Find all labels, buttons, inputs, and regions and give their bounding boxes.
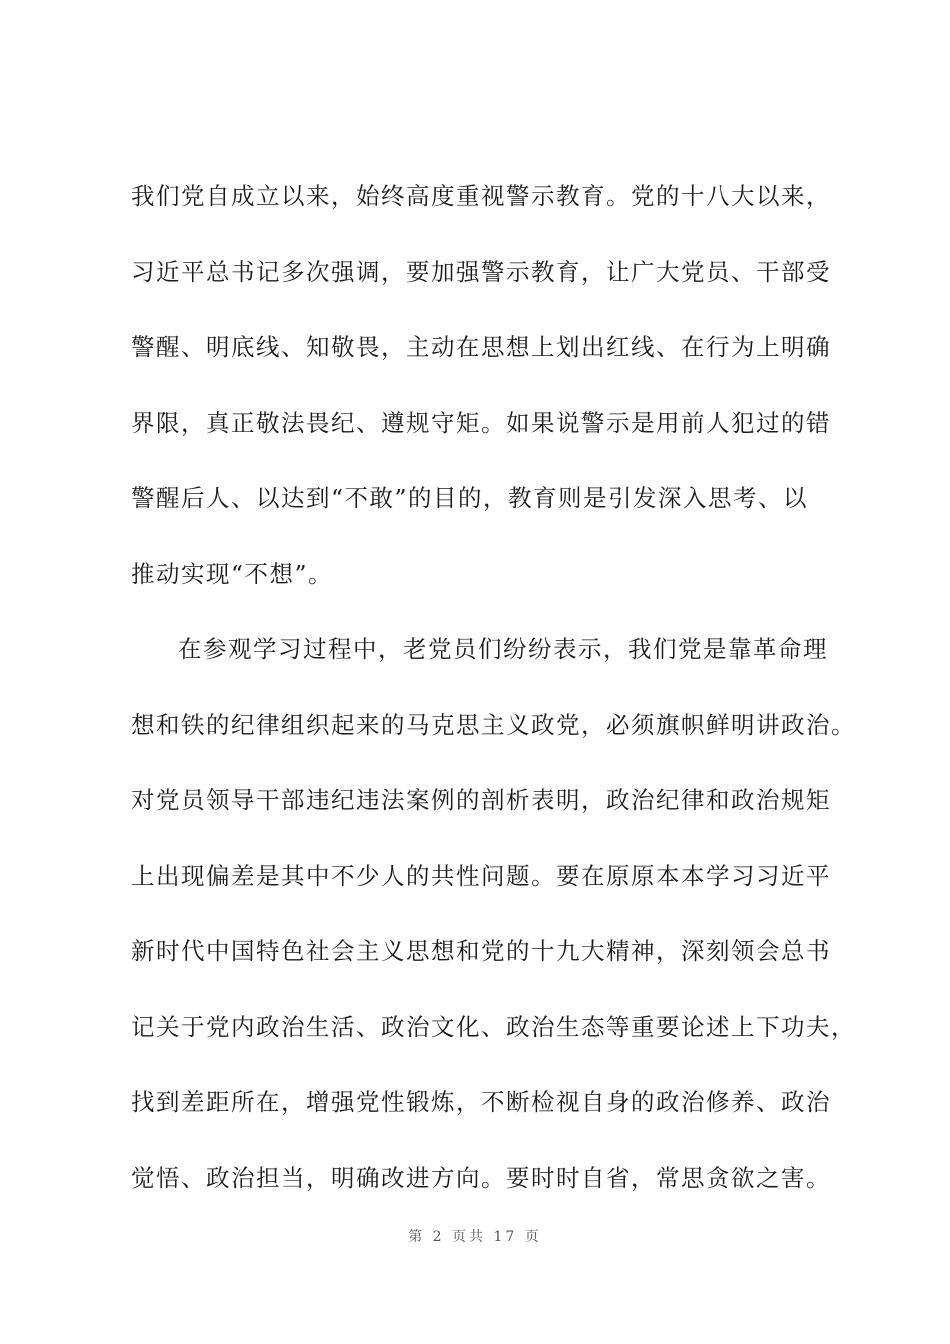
text-line: 习近平总书记多次强调，要加强警示教育，让广大党员、干部受: [131, 257, 831, 286]
text-line: 警醒、明底线、知敬畏，主动在思想上划出红线、在行为上明确: [131, 333, 831, 361]
text-line: 新时代中国特色社会主义思想和党的十九大精神，深刻领会总书: [131, 937, 831, 965]
document-body: [131, 170, 856, 1227]
text-line: 记关于党内政治生活、政治文化、政治生态等重要论述上下功夫，: [131, 1012, 856, 1041]
text-line: 推动实现“不想”。: [131, 559, 334, 588]
text-line-indented: 在参观学习过程中，老党员们纷纷表示，我们党是靠革命理: [178, 635, 828, 663]
paragraph-1: [131, 170, 843, 623]
text-line: 界限，真正敬法畏纪、遵规守矩。如果说警示是用前人犯过的错: [131, 408, 831, 437]
text-line: 警醒后人、以达到“不敢”的目的，教育则是引发深入思考、以: [131, 484, 809, 512]
paragraph-2: [131, 623, 856, 1227]
text-line: 觉悟、政治担当，明确改进方向。要时时自省，常思贪欲之害。: [131, 1163, 831, 1192]
text-line: 我们党自成立以来，始终高度重视警示教育。党的十八大以来，: [131, 182, 831, 210]
text-line: 想和铁的纪律组织起来的马克思主义政党，必须旗帜鲜明讲政治。: [131, 710, 856, 739]
text-line: 上出现偏差是其中不少人的共性问题。要在原原本本学习习近平: [131, 861, 831, 890]
text-line: 对党员领导干部违纪违法案例的剖析表明，政治纪律和政治规矩: [131, 786, 831, 814]
page-number-footer: 第 2 页共 17 页: [408, 1229, 542, 1245]
text-line: 找到差距所在，增强党性锻炼，不断检视自身的政治修养、政治: [131, 1088, 831, 1116]
